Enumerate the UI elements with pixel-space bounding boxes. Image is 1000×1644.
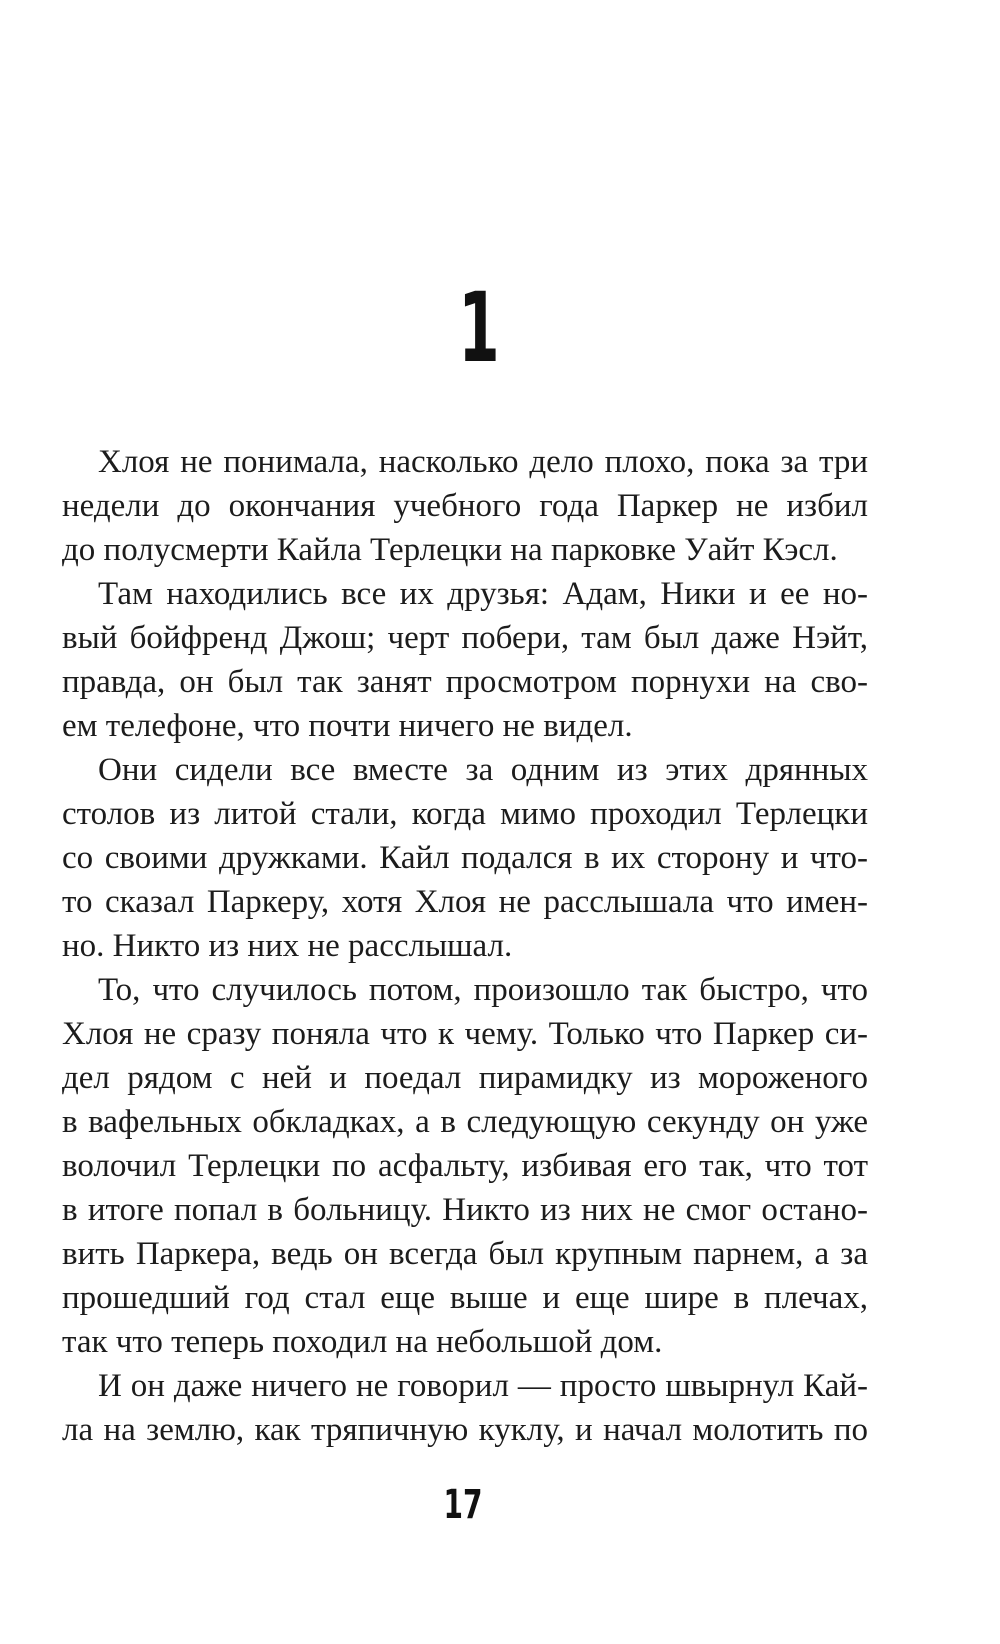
- text-line: Хлоя не понимала, насколько дело плохо, пока за три: [98, 444, 868, 480]
- page-number: 17: [443, 1482, 483, 1528]
- chapter-body-text: [62, 440, 868, 1452]
- text-line: прошедший год стал еще выше и еще шире в плечах,: [62, 1280, 868, 1316]
- text-line: в вафельных обкладках, а в следующую секунду он уже: [62, 1104, 868, 1140]
- text-line: волочил Терлецки по асфальту, избивая его так, что тот: [62, 1148, 868, 1184]
- text-line: ем телефоне, что почти ничего не видел.: [62, 708, 633, 744]
- text-line: в итоге попал в больницу. Никто из них не смог остано-: [62, 1192, 868, 1228]
- text-line: то сказал Паркеру, хотя Хлоя не расслышала что имен-: [62, 884, 868, 920]
- text-line: Они сидели все вместе за одним из этих дрянных: [98, 752, 868, 788]
- text-line: То, что случилось потом, произошло так быстро, что: [98, 972, 868, 1008]
- text-line: Там находились все их друзья: Адам, Ники и ее но-: [98, 576, 868, 612]
- text-line: недели до окончания учебного года Паркер не избил: [62, 488, 868, 524]
- text-line: дел рядом с ней и поедал пирамидку из мороженого: [62, 1060, 868, 1096]
- text-line: ла на землю, как тряпичную куклу, и начал молотить по: [62, 1412, 868, 1448]
- text-line: столов из литой стали, когда мимо проходил Терлецки: [62, 796, 868, 832]
- chapter-number: 1: [458, 272, 500, 384]
- text-line: но. Никто из них не расслышал.: [62, 928, 513, 964]
- text-line: правда, он был так занят просмотром порнухи на сво-: [62, 664, 868, 700]
- text-line: вый бойфренд Джош; черт побери, там был даже Нэйт,: [62, 620, 868, 656]
- text-line: Хлоя не сразу поняла что к чему. Только что Паркер си-: [62, 1016, 868, 1052]
- text-line: со своими дружками. Кайл подался в их сторону и что-: [62, 840, 868, 876]
- text-line: вить Паркера, ведь он всегда был крупным парнем, а за: [62, 1236, 868, 1272]
- text-line: так что теперь походил на небольшой дом.: [62, 1324, 663, 1360]
- text-line: до полусмерти Кайла Терлецки на парковке Уайт Кэсл.: [62, 532, 838, 568]
- text-line: И он даже ничего не говорил — просто швырнул Кай-: [98, 1368, 868, 1404]
